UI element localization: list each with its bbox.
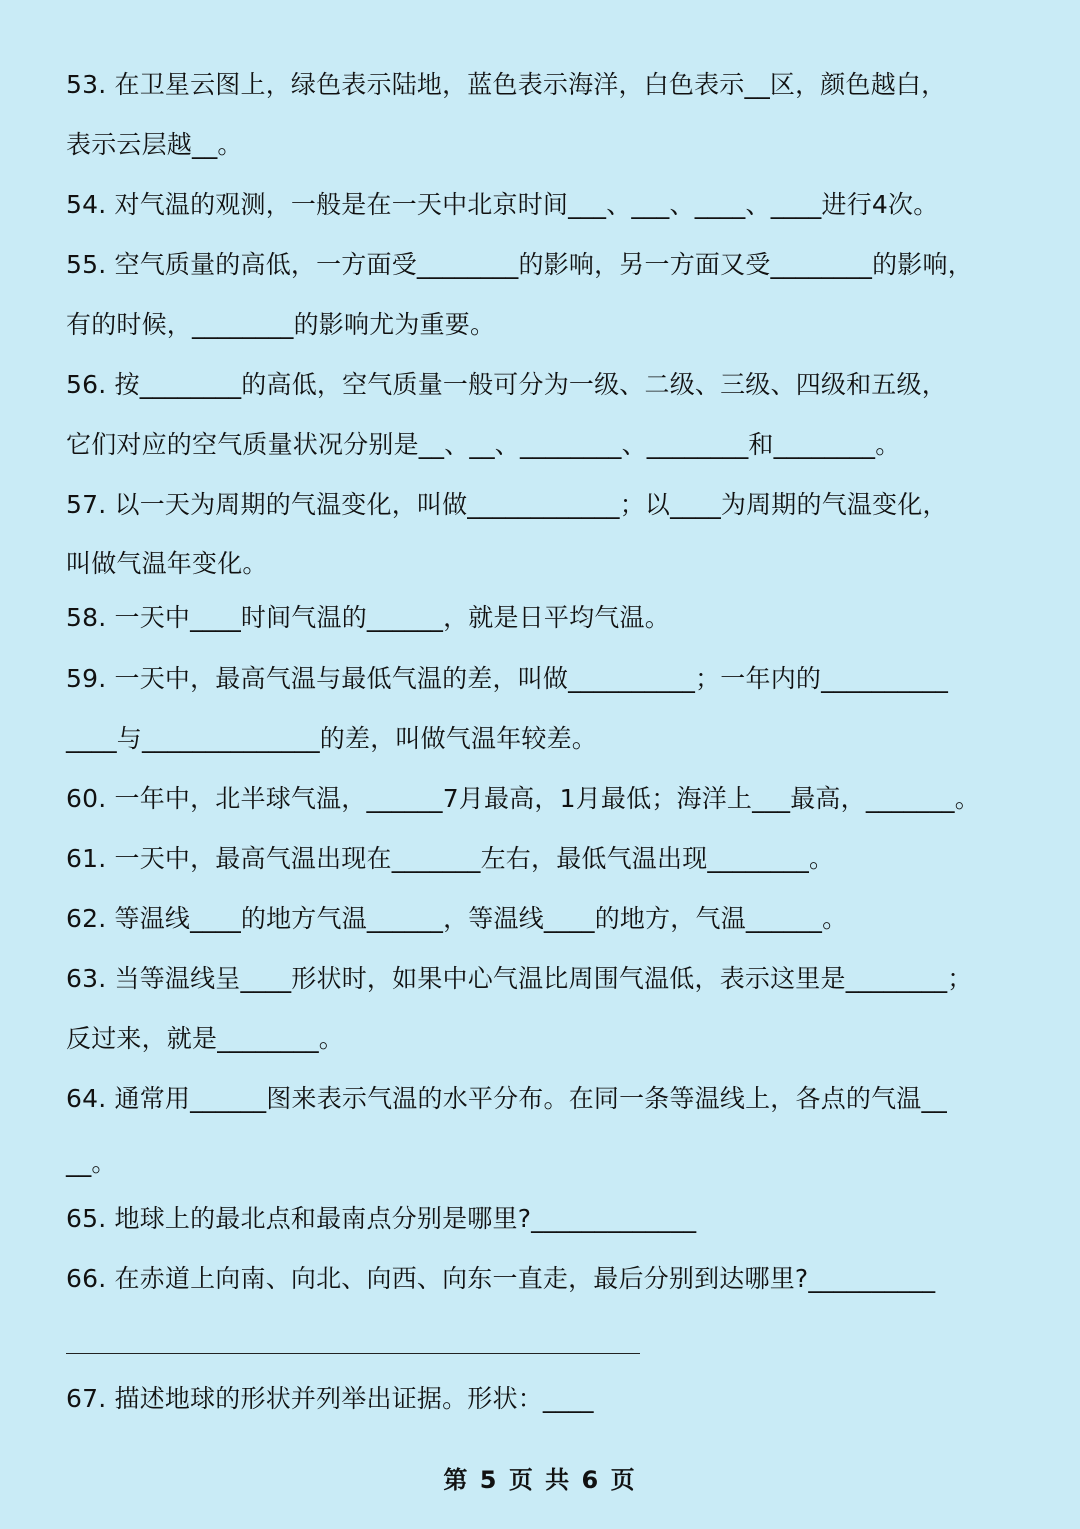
question-66-answer-line [66, 1353, 640, 1354]
question-57-line-2: 叫做气温年变化。 [66, 549, 268, 578]
question-55-line-1: 55. 空气质量的高低，一方面受________的影响，另一方面又受________的影响， [66, 250, 973, 279]
question-63-line-1: 63. 当等温线呈____形状时，如果中心气温比周围气温低，表示这里是________； [66, 964, 973, 993]
question-56-line-2: 它们对应的空气质量状况分别是__、__、________、________和________。 [66, 430, 901, 459]
question-55-line-2: 有的时候，________的影响尤为重要。 [66, 310, 496, 339]
question-59-line-1: 59. 一天中，最高气温与最低气温的差，叫做__________；一年内的__________ [66, 664, 949, 693]
page-number-footer: 第 5 页 共 6 页 [443, 1466, 637, 1494]
question-65-line-1: 65. 地球上的最北点和最南点分别是哪里?_____________ [66, 1204, 697, 1233]
question-59-line-2: ____与______________的差，叫做气温年较差。 [66, 724, 598, 753]
question-57-line-1: 57. 以一天为周期的气温变化，叫做____________；以____为周期的气温变化， [66, 490, 948, 519]
question-62-line-1: 62. 等温线____的地方气温______，等温线____的地方，气温______。 [66, 904, 848, 933]
question-66-line-1: 66. 在赤道上向南、向北、向西、向东一直走，最后分别到达哪里?__________ [66, 1264, 936, 1293]
question-63-line-2: 反过来，就是________。 [66, 1024, 345, 1053]
question-60-line-1: 60. 一年中，北半球气温，______7月最高，1月最低；海洋上___最高，_______。 [66, 784, 980, 813]
question-58-line-1: 58. 一天中____时间气温的______，就是日平均气温。 [66, 603, 670, 632]
question-56-line-1: 56. 按________的高低，空气质量一般可分为一级、二级、三级、四级和五级， [66, 370, 947, 399]
question-54-line-1: 54. 对气温的观测，一般是在一天中北京时间___、___、____、____进行4次。 [66, 190, 939, 219]
question-64-line-2: __。 [66, 1148, 117, 1177]
question-61-line-1: 61. 一天中，最高气温出现在_______左右，最低气温出现________。 [66, 844, 835, 873]
question-67-line-1: 67. 描述地球的形状并列举出证据。形状：____ [66, 1384, 594, 1413]
question-53-line-1: 53. 在卫星云图上，绿色表示陆地，蓝色表示海洋，白色表示__区，颜色越白， [66, 70, 947, 99]
question-53-line-2: 表示云层越__。 [66, 130, 243, 159]
question-64-line-1: 64. 通常用______图来表示气温的水平分布。在同一条等温线上，各点的气温__ [66, 1084, 947, 1113]
